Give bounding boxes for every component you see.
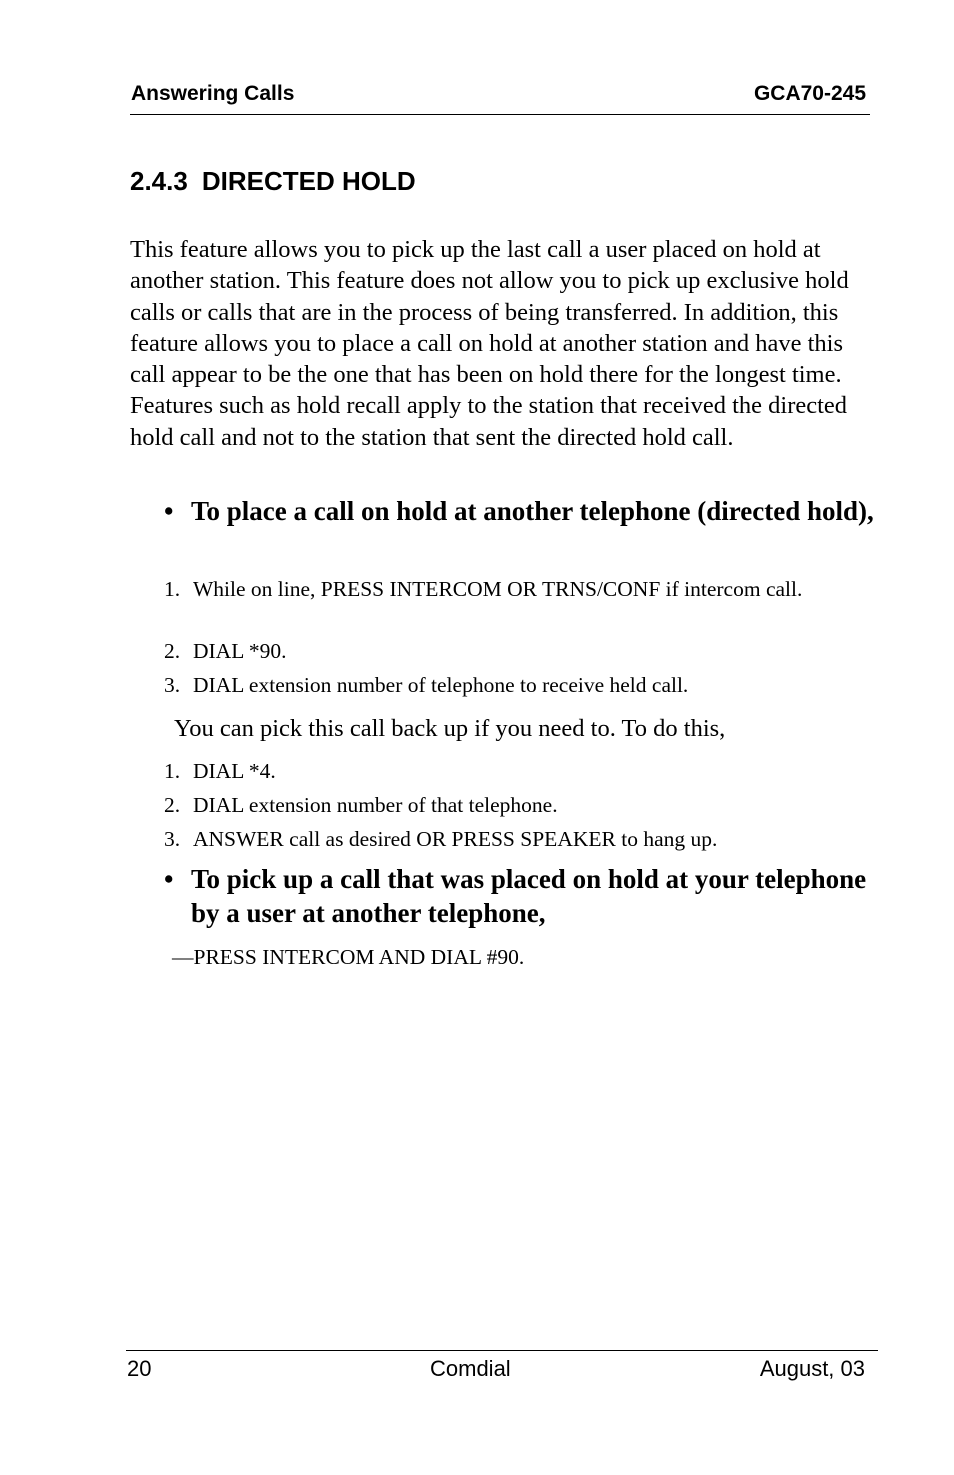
bullet-marker: •	[164, 864, 174, 894]
list-item	[164, 671, 893, 699]
bullet-place-call-on-hold	[164, 494, 891, 528]
step-text: While on line, PRESS INTERCOM OR TRNS/CONF if intercom call.	[193, 577, 803, 601]
section-heading	[130, 166, 416, 197]
pickback-note: You can pick this call back up if you need to. To do this,	[174, 715, 726, 742]
bullet-pick-up-held-call	[164, 862, 891, 930]
step-text: DIAL extension number of telephone to receive held call.	[193, 673, 689, 697]
step-number: 1.	[164, 759, 181, 783]
step-number: 2.	[164, 639, 181, 663]
header-document-code: GCA70-245	[753, 82, 866, 105]
bullet-text: To place a call on hold at another telephone (directed hold),	[191, 496, 874, 526]
step-text: DIAL extension number of that telephone.	[193, 793, 558, 817]
intro-paragraph: This feature allows you to pick up the last call a user placed on hold at another station. This feature does not allow you to pick up exclusive hold calls or calls that are in the process of being transferred. In addition, this feature allows you to place a call on hold at another station and have this call appear to be the one that has been on hold there for the longest time. Features such as hold recall apply to the station that received the directed hold call and not to the station that sent the directed hold call.	[130, 236, 849, 451]
bullet-text: To pick up a call that was placed on hold at your telephone by a user at another telephone,	[191, 864, 867, 928]
step-number: 1.	[164, 577, 181, 601]
header-chapter-title: Answering Calls	[131, 82, 295, 105]
step-number: 3.	[164, 673, 181, 697]
step-number: 2.	[164, 793, 181, 817]
list-item	[164, 791, 893, 819]
step-text: DIAL *4.	[193, 759, 276, 783]
pickup-instruction: —PRESS INTERCOM AND DIAL #90.	[172, 945, 525, 969]
list-item	[164, 637, 893, 665]
footer-date: August, 03	[759, 1356, 865, 1381]
list-item	[164, 575, 893, 603]
step-text: ANSWER call as desired OR PRESS SPEAKER to hang up.	[193, 827, 718, 851]
bullet-marker: •	[164, 496, 174, 526]
list-item	[164, 757, 893, 785]
section-title: DIRECTED HOLD	[201, 166, 416, 196]
running-header	[130, 80, 870, 115]
step-text: DIAL *90.	[193, 639, 287, 663]
list-item	[164, 825, 893, 853]
page-number: 20	[127, 1356, 152, 1381]
step-number: 3.	[164, 827, 181, 851]
section-number: 2.4.3	[130, 166, 188, 196]
running-footer	[126, 1350, 878, 1387]
footer-company: Comdial	[430, 1356, 511, 1381]
